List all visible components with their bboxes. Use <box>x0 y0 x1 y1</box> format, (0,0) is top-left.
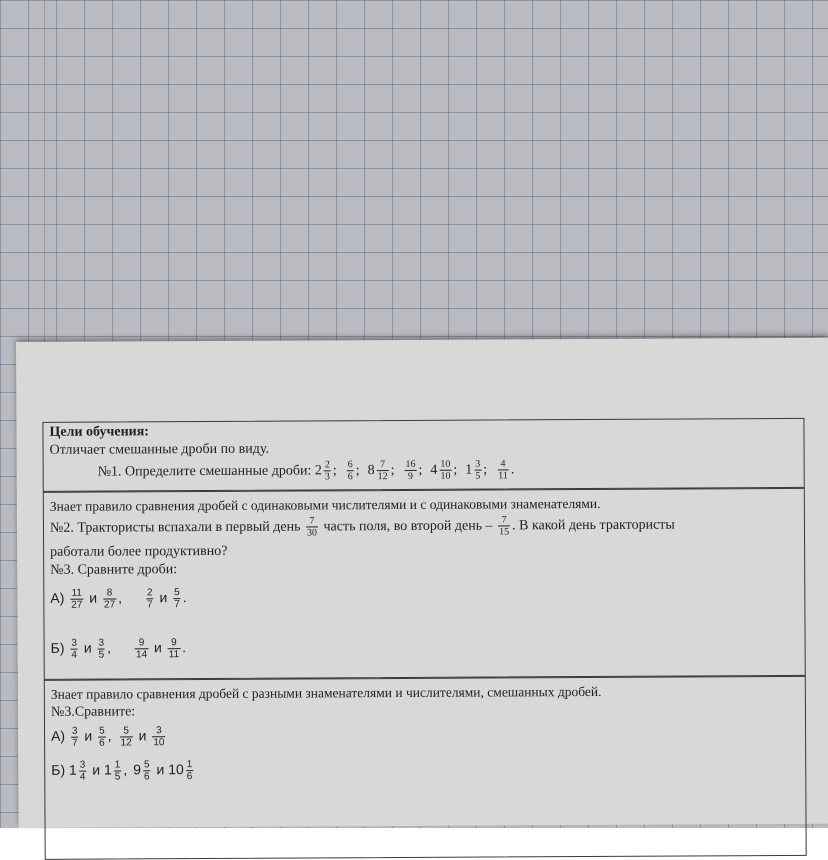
task2-fraction-2: $\frac{7}{15}$ <box>499 514 510 538</box>
fraction-numerator: 3 <box>79 759 86 771</box>
separator: , <box>107 727 112 744</box>
task2-fraction-1: $\frac{7}{30}$ <box>306 515 318 539</box>
and-word: и <box>138 727 147 744</box>
fraction-left <box>70 637 78 660</box>
task2-text-part2: часть поля, во второй день – <box>323 518 493 535</box>
fraction-denominator: 12 <box>120 737 132 749</box>
objective-2-text: Знает правило сравнения дробей с одинаковыми числителями и с одинаковыми знаменателями. <box>49 495 601 514</box>
task2-line-1 <box>50 512 675 543</box>
fraction-denominator: 11 <box>168 648 180 661</box>
fraction-numerator: 11 <box>71 587 82 599</box>
fraction-part <box>347 460 354 483</box>
whole-part: 1 <box>103 761 112 778</box>
whole-part: 1 <box>465 462 473 478</box>
separator: ; <box>332 463 337 479</box>
fraction-right <box>97 637 105 660</box>
separator: , <box>118 589 123 606</box>
printed-worksheet <box>16 338 828 828</box>
fraction-numerator: 5 <box>99 725 105 737</box>
separator: . <box>510 462 515 478</box>
comparison-pair <box>133 758 195 783</box>
fraction-left <box>70 587 83 610</box>
and-word: и <box>159 589 168 606</box>
and-word: и <box>89 589 98 606</box>
fraction-right <box>168 637 181 660</box>
fraction-numerator: 3 <box>71 725 78 737</box>
fraction-denominator: 10 <box>153 737 165 749</box>
fraction-numerator: 5 <box>174 586 180 598</box>
fraction-denominator: 4 <box>79 771 86 783</box>
fraction-denominator: 5 <box>475 470 481 482</box>
mixed-number-item <box>430 459 458 483</box>
fraction-part <box>404 459 416 482</box>
fraction-numerator: 1 <box>114 759 121 771</box>
comparison-pair <box>69 725 112 749</box>
fraction-numerator: 8 <box>103 587 116 599</box>
separator: ; <box>390 463 395 479</box>
mixed-number-item <box>345 459 360 483</box>
fraction-numerator: 3 <box>475 458 481 470</box>
comparison-pair <box>133 636 187 661</box>
fraction-denominator: 27 <box>103 599 116 611</box>
fraction-part <box>439 459 451 482</box>
fraction-denominator: 11 <box>498 470 508 482</box>
fraction-denominator: 6 <box>186 770 193 782</box>
fraction-right <box>173 587 181 610</box>
row-b-pairs <box>68 636 208 661</box>
fraction-right <box>98 725 106 748</box>
learning-goals-title: Цели обучения: <box>49 424 149 440</box>
task1-fraction-list <box>314 458 523 483</box>
fraction-denominator: 14 <box>135 649 148 661</box>
task3-row-a <box>50 584 208 611</box>
fraction-numerator: 9 <box>135 637 148 649</box>
separator: ; <box>355 463 360 479</box>
fraction-right <box>114 759 122 782</box>
fraction-denominator: 7 <box>146 599 153 611</box>
objective-1-text: Отличает смешанные дроби по виду. <box>49 441 269 458</box>
fraction-numerator: 5 <box>143 759 150 771</box>
separator: . <box>182 589 187 606</box>
row-a-label: А) <box>51 727 66 744</box>
whole-part: 10 <box>168 761 184 778</box>
row-b-label: Б) <box>51 761 66 778</box>
fraction-numerator: 4 <box>497 459 509 471</box>
task2-text-part1: №2. Трактористы вспахали в первый день <box>49 519 301 536</box>
whole-part: 8 <box>367 463 375 479</box>
fraction-left <box>79 759 87 782</box>
fraction-numerator: 9 <box>168 637 180 649</box>
and-word: и <box>92 761 101 778</box>
objective-cell-3 <box>44 676 807 860</box>
mixed-number-item <box>367 459 395 483</box>
fraction-denominator: 4 <box>71 649 77 661</box>
fraction-left <box>135 637 148 660</box>
row-b-pairs <box>68 758 201 783</box>
fraction-denominator: 10 <box>440 471 451 483</box>
fraction-numerator: 5 <box>120 725 133 737</box>
fraction-part <box>324 460 331 483</box>
comparison-pair <box>68 759 128 783</box>
objective-cell-1 <box>42 418 804 492</box>
task1-line <box>98 456 523 486</box>
separator: , <box>123 761 128 778</box>
fraction-left <box>71 725 79 748</box>
separator: . <box>182 639 187 656</box>
mixed-number-item <box>314 459 337 483</box>
fraction-denominator: 7 <box>71 737 78 749</box>
fraction-denominator: 6 <box>144 771 150 783</box>
whole-part: 9 <box>133 761 142 778</box>
task3-row-b <box>51 634 209 661</box>
row-a-label: А) <box>50 589 65 606</box>
separator: ; <box>418 462 423 478</box>
fraction-numerator: 7 <box>377 459 389 471</box>
row-a-pairs <box>68 586 208 611</box>
fraction-numerator: 6 <box>347 459 353 471</box>
and-word: и <box>84 727 93 744</box>
row-a-pairs <box>69 725 174 749</box>
mixed-number-item <box>495 458 515 482</box>
task2-text-part3: . В какой день трактористы <box>512 517 675 534</box>
fraction-left <box>146 587 154 610</box>
and-word: и <box>153 639 162 656</box>
fraction-left <box>120 725 133 748</box>
task2-line-2: работали более продуктивно? <box>50 543 228 560</box>
whole-part: 2 <box>314 463 322 479</box>
fraction-right <box>103 587 116 610</box>
fraction-denominator: 7 <box>174 598 180 610</box>
comparison-pair <box>144 586 187 611</box>
fraction-numerator: 3 <box>152 725 165 737</box>
fraction-numerator: 3 <box>98 637 105 649</box>
comparison-pair <box>68 587 123 611</box>
fraction-denominator: 3 <box>324 471 330 483</box>
fraction-numerator: 2 <box>146 587 153 599</box>
mixed-number-item <box>465 458 488 482</box>
fraction-right <box>152 725 165 748</box>
mixed-number-item <box>402 459 423 483</box>
fraction-denominator: 6 <box>347 471 353 483</box>
comparison-pair <box>68 637 112 661</box>
task1-label: №1. Определите смешанные дроби: <box>97 463 312 480</box>
fraction-denominator: 5 <box>114 771 121 783</box>
comparison-pair <box>118 725 168 749</box>
fraction-numerator: 16 <box>405 459 416 471</box>
and-word: и <box>156 761 165 778</box>
fraction-denominator: 5 <box>98 649 105 661</box>
task3-label: №3. Сравните дроби: <box>50 562 178 578</box>
fraction-right <box>186 759 194 782</box>
fraction-numerator: 1 <box>186 758 193 770</box>
task3b-label: №3.Сравните: <box>50 704 136 720</box>
fraction-part <box>377 459 389 482</box>
fraction-denominator: 12 <box>377 471 388 483</box>
separator: ; <box>483 462 488 478</box>
worksheet-table <box>42 418 806 832</box>
whole-part: 1 <box>68 761 77 778</box>
fraction-left <box>143 759 151 782</box>
fraction-part <box>474 459 481 482</box>
and-word: и <box>83 639 92 656</box>
fraction-numerator: 10 <box>440 459 451 471</box>
whole-part: 4 <box>430 462 438 478</box>
separator: ; <box>453 462 458 478</box>
fraction-numerator: 3 <box>71 637 77 649</box>
fraction-denominator: 27 <box>71 599 83 611</box>
row-b-label: Б) <box>50 639 65 656</box>
task3b-row-a <box>51 722 174 749</box>
objective-cell-2 <box>43 488 806 680</box>
fraction-denominator: 9 <box>408 471 414 483</box>
objective-3-text: Знает правило сравнения дробей с разными знаменателями и числителями, смешанных дробей. <box>50 683 602 702</box>
fraction-numerator: 2 <box>324 459 330 471</box>
fraction-part <box>497 459 509 482</box>
separator: , <box>107 639 112 656</box>
fraction-denominator: 6 <box>99 737 105 749</box>
task3b-row-b <box>51 756 201 783</box>
